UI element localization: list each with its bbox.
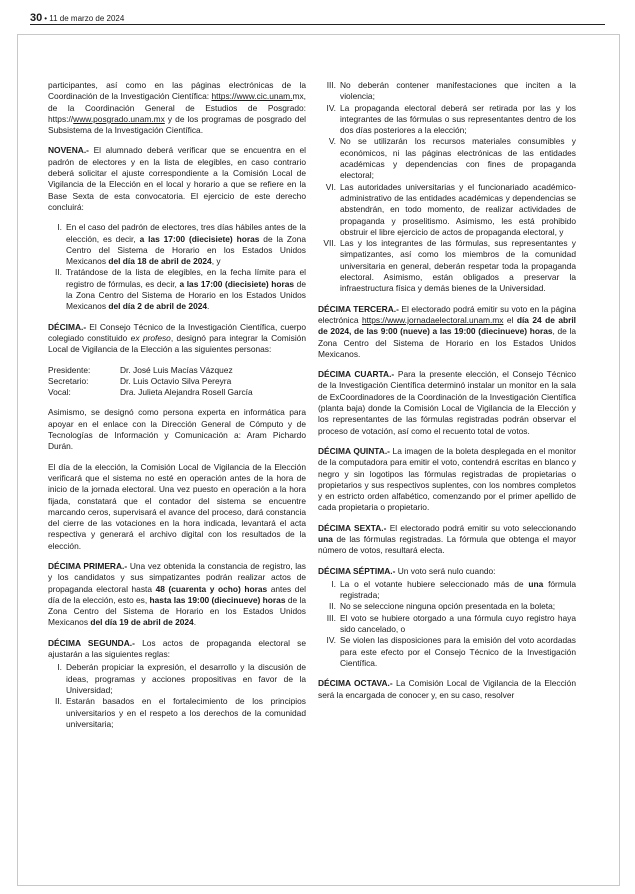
section-heading: DÉCIMA SÉPTIMA.- (318, 565, 396, 576)
list-item: II. Estarán basados en el fortalecimiento de los principios universitarios y en el respeto a los derechos de la comunidad universitaria; (55, 696, 306, 729)
list-item: I. Deberán propiciar la expresión, el desarrollo y la discusión de ideas, programas y acciones propositivas en favor de la Universidad; (57, 662, 306, 695)
propaganda-rules-list (48, 662, 306, 730)
section-heading: DÉCIMA OCTAVA.- (318, 678, 393, 689)
header-divider (30, 24, 605, 25)
section-heading: DÉCIMA PRIMERA.- (48, 560, 128, 571)
jornada-electoral-link[interactable]: https://www.jornadaelectoral.unam.mx (361, 314, 504, 325)
list-item: VII. Las y los integrantes de las fórmulas, sus representantes y simpatizantes, así como los miembros de la comunidad universitaria en general, deberán respetar toda la propaganda electoral. Asimismo, están obligados a preservar la infraestructura física y demás bienes de la Universidad. (323, 238, 576, 294)
decima-primera-paragraph: DÉCIMA PRIMERA.- Una vez obtenida la constancia de registro, las y los candidatos y sus simpatizantes podrán realizar actos de propaganda electoral hasta 48 (cuarenta y ocho) horas antes del día de la elección, esto es, hasta las 19:00 (diecinueve) horas de la Zona Centro del Sistema de Horario en los Estados Unidos Mexicanos del día 19 de abril de 2024. (48, 560, 306, 628)
decima-segunda-paragraph: DÉCIMA SEGUNDA.- Los actos de propaganda electoral se ajustarán a las siguientes reglas: (48, 637, 307, 660)
decima-sexta-paragraph: DÉCIMA SEXTA.- El electorado podrá emitir su voto seleccionando una de las fórmulas registradas. La fórmula que obtenga el mayor número de votos, resultará electa. (318, 522, 576, 556)
section-heading: NOVENA.- (48, 145, 89, 156)
propaganda-rules-list-continued (318, 80, 576, 295)
list-item: II. No se seleccione ninguna opción presentada en la boleta; (329, 601, 556, 612)
list-item: V. No se utilizarán los recursos materiales consumibles y económicos, ni las páginas electrónicas de las entidades académicas y dependencias con fines de propaganda electoral; (328, 136, 576, 181)
null-vote-list (318, 579, 576, 669)
section-heading: DÉCIMA QUINTA.- (318, 445, 390, 456)
posgrado-link[interactable]: www.posgrado.unam.mx (73, 113, 165, 124)
list-item: I. En el caso del padrón de electores, tres días hábiles antes de la elección, es decir, a las 17:00 (diecisiete) horas de la Zona Centro del Sistema de Horario en los Estados Unidos Mexicanos del día 18 de abril de 2024, y (57, 222, 306, 267)
list-item: IV. Se violen las disposiciones para la emisión del voto acordadas para este efecto por el Consejo Técnico de la Investigación Científica. (326, 635, 576, 668)
page-header (30, 8, 605, 24)
election-day-paragraph: El día de la elección, la Comisión Local de Vigilancia de la Elección verificará que el sistema no esté en operación antes de la hora de inicio de la jornada electoral. Una vez puesto en operación a la hora fijada, constatará que el contador del sistema se encuentre marcando ceros, supervisará el avance del proceso, dará constancia del cierre de las votaciones en la hora indicada, levantará el acta respectiva y generará el archivo digital con los resultados de la elección. (48, 461, 306, 551)
novena-list (48, 222, 306, 312)
expert-paragraph: Asimismo, se designó como persona experta en informática para apoyar en el enlace con la Dirección General de Cómputo y de Tecnologías de Información y Comunicación a: Aram Pichardo Durán. (48, 407, 306, 452)
list-item: IV. La propaganda electoral deberá ser retirada por las y los integrantes de las fórmulas o sus representantes dentro de los dos días posteriores a la elección; (326, 102, 576, 136)
table-row: Secretario: Dr. Luis Octavio Silva Pereyra (48, 375, 232, 386)
commission-members-table (48, 365, 253, 399)
novena-paragraph: NOVENA.- El alumnado deberá verificar que se encuentra en el padrón de electores y en la lista de elegibles, en caso contrario deberá solicitar el ajuste correspondiente a la Comisión Local de Vigilancia de la Elección en el local y horario a que se refiere en la Base Sexta de esta convocatoria. El ejercicio de este derecho concluirá: (48, 145, 306, 212)
decima-tercera-paragraph: DÉCIMA TERCERA.- El electorado podrá emitir su voto en la página electrónica https://www.jornadaelectoral.unam.mx el día 24 de abril de 2024, de las 9:00 (nueve) a las 19:00 (diecinueve) horas, de la Zona Centro del Sistema de Horario en los Estados Unidos Mexicanos. (318, 303, 577, 359)
intro-paragraph: participantes, así como en las páginas electrónicas de la Coordinación de la Investigación Científica: https://www.cic.unam.mx, de la Coordinación General de Estudios de Posgrado: https://www.posgrado.unam.mx y de los programas de posgrado del Subsistema de la Investigación Científica. (48, 80, 306, 136)
decima-octava-paragraph: DÉCIMA OCTAVA.- La Comisión Local de Vigilancia de la Elección será la encargada de conocer y, en su caso, resolver (318, 678, 576, 700)
section-heading: DÉCIMA CUARTA.- (318, 369, 395, 380)
list-item: VI. Las autoridades universitarias y el funcionariado académico-administrativo de las entidades académicas y dependencias se abstendrán, en todo momento, de realizar actividades de propaganda y proselitismo. Asimismo, les está prohibido obstruir el libre ejercicio de actos de propaganda electoral, y (325, 181, 576, 237)
decima-quinta-paragraph: DÉCIMA QUINTA.- La imagen de la boleta desplegada en el monitor de la computadora para emitir el voto, contendrá escritas en blanco y negro y sin logotipos las fórmulas registradas de propietarias o propietarios y sus respectivos suplentes, con los nombres completos y en estricto orden alfabético, comenzando por el primer apellido de cada propietaria o propietario. (318, 445, 576, 513)
table-row: Vocal: Dra. Julieta Alejandra Rosell García (48, 387, 253, 398)
cic-link[interactable]: https://www.cic.unam. (211, 91, 293, 102)
left-column (48, 80, 306, 739)
list-item: III. No deberán contener manifestaciones que inciten a la violencia; (326, 80, 576, 102)
decima-septima-paragraph: DÉCIMA SÉPTIMA.- Un voto será nulo cuando: (318, 565, 496, 576)
list-item: II. Tratándose de la lista de elegibles, en la fecha límite para el registro de fórmulas, es decir, a las 17:00 (diecisiete) horas de la Zona Centro del Sistema de Horario en los Estados Unidos Mexicanos del día 2 de abril de 2024. (55, 267, 306, 312)
list-item: I. La o el votante hubiere seleccionado más de una fórmula registrada; (331, 578, 576, 601)
section-heading: DÉCIMA TERCERA.- (318, 303, 399, 314)
header-date: • 11 de marzo de 2024 (44, 14, 125, 23)
decima-paragraph: DÉCIMA.- El Consejo Técnico de la Investigación Científica, cuerpo colegiado constituido ex profeso, designó para integrar la Comisión Local de Vigilancia de la Elección a las siguientes personas: (48, 321, 306, 355)
right-column (318, 80, 576, 710)
section-heading: DÉCIMA.- (48, 321, 87, 332)
list-item: III. El voto se hubiere otorgado a una fórmula cuyo registro haya sido cancelado, o (326, 612, 576, 635)
table-row: Presidente: Dr. José Luis Macías Vázquez (48, 364, 233, 375)
page-number: 30 (30, 12, 43, 24)
section-heading: DÉCIMA SEGUNDA.- (48, 637, 135, 648)
decima-cuarta-paragraph: DÉCIMA CUARTA.- Para la presente elección, el Consejo Técnico de la Investigación Científica determinó instalar un monitor en la sala de ExCoordinadores de la Coordinación de la Investigación Científica (planta baja) donde la Comisión Local de Vigilancia de la Elección y los representantes de las fórmulas registradas podrán observar el proceso de votación, así como el recuento total de votos. (318, 369, 576, 436)
section-heading: DÉCIMA SEXTA.- (318, 522, 387, 533)
